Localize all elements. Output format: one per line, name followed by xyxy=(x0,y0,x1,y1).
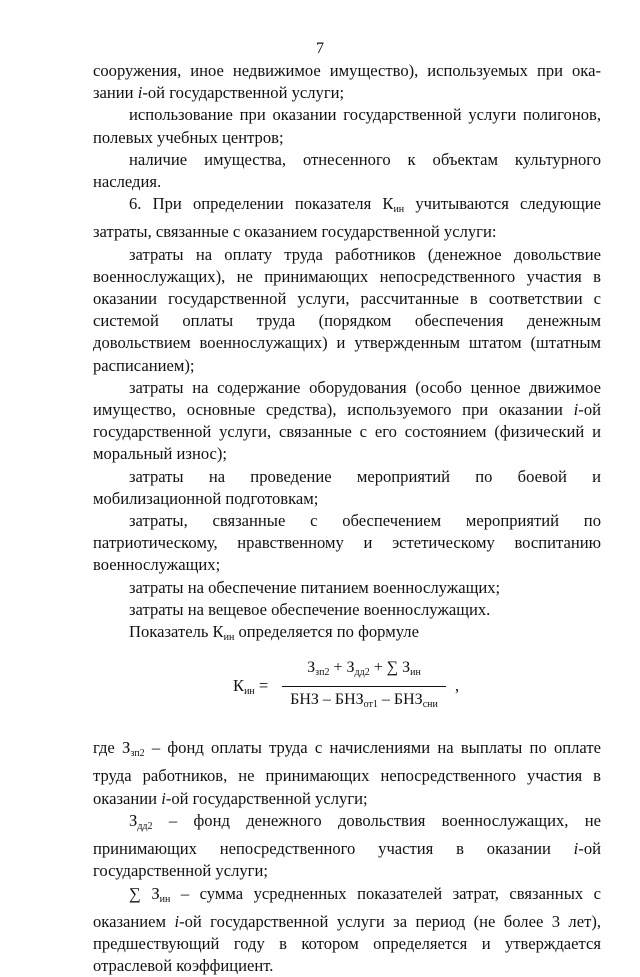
subscript: ин xyxy=(393,204,404,215)
formula-equals: = xyxy=(255,676,269,695)
paragraph-patriotic: затраты, связанные с обеспечением мероприятий по патриотическому, нравственному и эстетическому воспитанию военнослужащих; xyxy=(93,510,601,577)
definition-zp2 xyxy=(93,737,601,810)
text-fragment: – фонд денежного довольствия военнослужащих, не принимающих непосредственного участия в оказании xyxy=(93,811,601,858)
paragraph-formula-intro xyxy=(93,621,601,649)
paragraph-heritage: наличие имущества, отнесенного к объектам культурного наследия. xyxy=(93,149,601,193)
formula-numerator xyxy=(282,657,446,684)
text-fragment: -ой государственной услуги; xyxy=(93,839,601,880)
formula-lhs xyxy=(233,675,268,703)
text-fragment: – фонд оплаты труда с начислениями на выплаты по оплате труда работников, не принимающих непосредственного участия в оказании xyxy=(93,738,601,807)
italic-index: i xyxy=(161,789,166,808)
text-fragment: -ой государственной услуги за период (не более 3 лет), предшествующий году в котором определяется и утверждается отраслевой коэффициент. xyxy=(93,912,601,975)
page-number: 7 xyxy=(0,40,640,58)
text-fragment: зании xyxy=(93,83,138,102)
subscript: от1 xyxy=(364,699,378,710)
italic-index: i xyxy=(574,400,579,419)
formula-denominator xyxy=(282,689,446,716)
definition-sum-zin xyxy=(93,883,601,977)
formula-term: БНЗ – БНЗ xyxy=(290,691,364,708)
text-fragment: -ой государственной услуги; xyxy=(142,83,344,102)
definition-dd2 xyxy=(93,810,601,883)
formula-block xyxy=(93,657,601,727)
text-fragment: затраты на содержание оборудования (особо ценное движимое имущество, основные средства), используемого при оказании xyxy=(93,378,601,419)
text-fragment: ∑ З xyxy=(129,884,160,903)
text-line: сооружения, иное недвижимое имущество), используемых при ока- xyxy=(93,61,601,80)
text-fragment: где З xyxy=(93,738,130,757)
paragraph-item-6 xyxy=(93,193,601,243)
formula-term: З xyxy=(307,659,315,676)
paragraph-polygon: использование при оказании государственной услуги полигонов, полевых учебных центров; xyxy=(93,104,601,148)
formula-fraction xyxy=(282,657,446,716)
italic-index: i xyxy=(174,912,179,931)
formula-term: + ∑ З xyxy=(370,659,410,676)
italic-index: i xyxy=(574,839,579,858)
subscript: ин xyxy=(244,686,255,697)
formula-term: + З xyxy=(329,659,354,676)
paragraph-food: затраты на обеспечение питанием военнослужащих; xyxy=(93,577,601,599)
text-fragment: -ой государственной услуги, связанные с его состоянием (физический и моральный износ); xyxy=(93,400,601,463)
subscript: зп2 xyxy=(315,667,329,678)
document-body xyxy=(93,60,601,977)
formula-comma: , xyxy=(455,675,459,697)
subscript: сни xyxy=(423,699,438,710)
text-fragment: учитываются следующие затраты, связанные с оказанием государственной услуги: xyxy=(93,194,601,241)
formula-term: – БНЗ xyxy=(378,691,423,708)
italic-index: i xyxy=(138,83,143,102)
paragraph-clothing: затраты на вещевое обеспечение военнослужащих. xyxy=(93,599,601,621)
formula-symbol: К xyxy=(233,676,244,695)
subscript: дд2 xyxy=(355,667,370,678)
paragraph-continuation xyxy=(93,60,601,104)
subscript: ин xyxy=(224,632,235,643)
fraction-bar xyxy=(282,686,446,687)
text-fragment: Показатель К xyxy=(129,622,224,641)
subscript: ин xyxy=(160,894,171,905)
paragraph-salary-costs: затраты на оплату труда работников (денежное довольствие военнослужащих), не принимающих непосредственного участия в оказании государственной услуги, рассчитанные в соответствии с системой оплаты труда (порядком обеспечения денежным довольствием военнослужащих) и утвержденным штатом (штатным расписанием); xyxy=(93,244,601,377)
subscript: дд2 xyxy=(137,821,152,832)
text-fragment: 6. При определении показателя К xyxy=(129,194,393,213)
text-fragment: – сумма усредненных показателей затрат, связанных с оказанием xyxy=(93,884,601,931)
text-fragment: З xyxy=(129,811,137,830)
text-fragment: определяется по формуле xyxy=(234,622,419,641)
subscript: ин xyxy=(410,667,421,678)
text-fragment: -ой государственной услуги; xyxy=(166,789,368,808)
paragraph-combat-training: затраты на проведение мероприятий по боевой и мобилизационной подготовкам; xyxy=(93,466,601,510)
paragraph-equipment-costs xyxy=(93,377,601,466)
subscript: зп2 xyxy=(130,748,144,759)
